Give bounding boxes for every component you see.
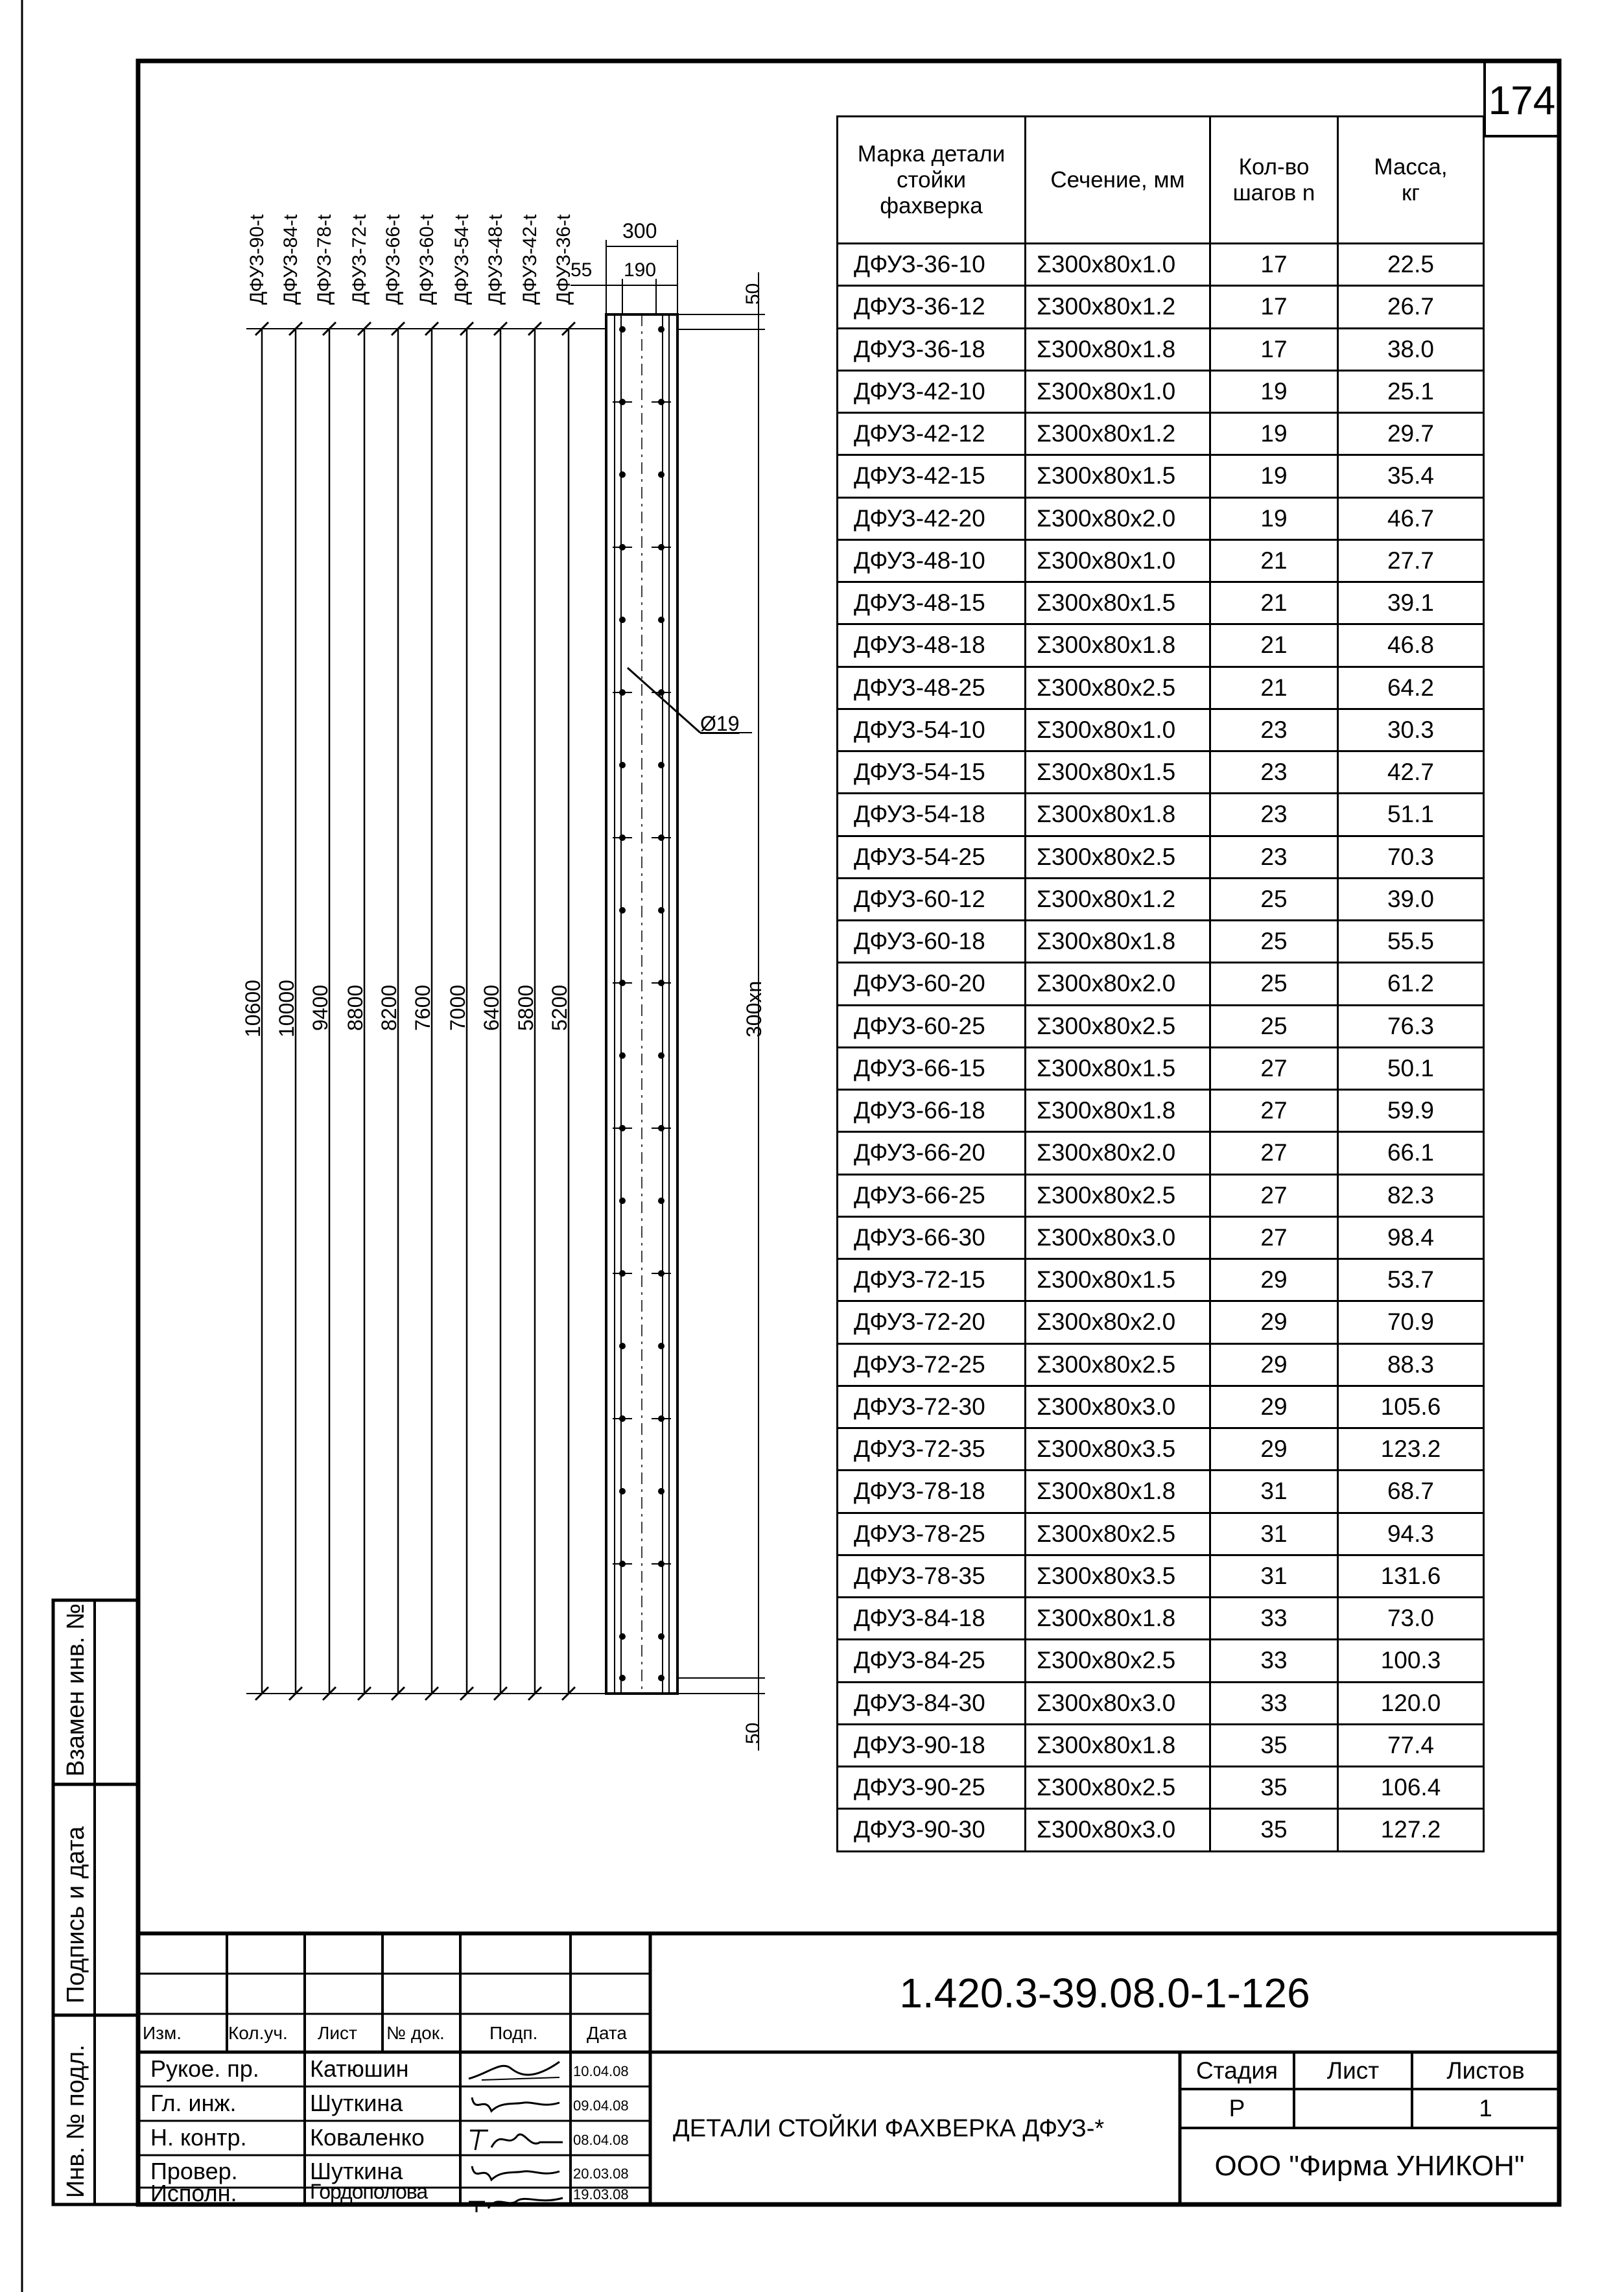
table-row (838, 1005, 1484, 1047)
cell-mark: ДФУЗ-42-20 (838, 497, 1026, 539)
cell-steps: 31 (1210, 1471, 1338, 1513)
length-label-9400: 9400 (309, 984, 332, 1031)
cell-sec: Σ300x80x1.8 (1026, 1724, 1210, 1766)
table-row (838, 1174, 1484, 1216)
table-row (838, 1640, 1484, 1682)
header-section: Сечение, мм (1026, 117, 1210, 244)
cell-mass: 64.2 (1338, 667, 1484, 709)
mark-label-54: ДФУЗ-54-t (451, 214, 473, 305)
cell-mark: ДФУЗ-78-35 (838, 1555, 1026, 1597)
hdr-data: Дата (587, 2023, 628, 2043)
stage-label: Стадия (1195, 2057, 1278, 2084)
mark-label-36: ДФУЗ-36-t (553, 214, 574, 305)
cell-sec: Σ300x80x1.8 (1026, 921, 1210, 963)
cell-sec: Σ300x80x1.5 (1026, 1047, 1210, 1089)
cell-mark: ДФУЗ-60-20 (838, 963, 1026, 1005)
cell-mark: ДФУЗ-90-18 (838, 1724, 1026, 1766)
cell-sec: Σ300x80x1.5 (1026, 751, 1210, 794)
cell-sec: Σ300x80x2.0 (1026, 1301, 1210, 1343)
cell-sec: Σ300x80x1.0 (1026, 244, 1210, 286)
length-label-10600: 10600 (241, 980, 265, 1037)
table-row (838, 1047, 1484, 1089)
cell-steps: 35 (1210, 1809, 1338, 1851)
hdr-kol-uch: Кол.уч. (228, 2023, 288, 2043)
hdr-no-dok: № док. (386, 2023, 445, 2043)
cell-mark: ДФУЗ-36-10 (838, 244, 1026, 286)
signer-name-5: Гордополова (310, 2180, 428, 2203)
cell-sec: Σ300x80x1.2 (1026, 286, 1210, 328)
cell-mass: 26.7 (1338, 286, 1484, 328)
cell-sec: Σ300x80x1.8 (1026, 624, 1210, 667)
cell-sec: Σ300x80x1.8 (1026, 1471, 1210, 1513)
column-drawing (0, 0, 810, 1783)
cell-mass: 59.9 (1338, 1090, 1484, 1132)
cell-steps: 17 (1210, 244, 1338, 286)
mark-label-42: ДФУЗ-42-t (519, 214, 541, 305)
cell-mark: ДФУЗ-54-25 (838, 836, 1026, 878)
table-row (838, 539, 1484, 582)
cell-sec: Σ300x80x2.5 (1026, 836, 1210, 878)
cell-mass: 61.2 (1338, 963, 1484, 1005)
cell-steps: 29 (1210, 1301, 1338, 1343)
cell-sec: Σ300x80x1.8 (1026, 328, 1210, 370)
cell-steps: 31 (1210, 1513, 1338, 1555)
table-body (838, 244, 1484, 1852)
cell-mass: 120.0 (1338, 1682, 1484, 1724)
cell-mass: 68.7 (1338, 1471, 1484, 1513)
cell-mark: ДФУЗ-66-30 (838, 1216, 1026, 1258)
cell-sec: Σ300x80x2.5 (1026, 1767, 1210, 1809)
cell-steps: 29 (1210, 1428, 1338, 1471)
cell-sec: Σ300x80x3.0 (1026, 1682, 1210, 1724)
cell-sec: Σ300x80x1.0 (1026, 370, 1210, 412)
cell-mass: 131.6 (1338, 1555, 1484, 1597)
length-label-8800: 8800 (344, 984, 367, 1031)
length-label-8200: 8200 (377, 984, 401, 1031)
cell-sec: Σ300x80x1.2 (1026, 413, 1210, 455)
cell-mark: ДФУЗ-72-20 (838, 1301, 1026, 1343)
dim-offset-55: 55 (571, 259, 593, 281)
signer-role-2: Гл. инж. (150, 2090, 237, 2116)
signature-3 (462, 2123, 569, 2155)
table-row (838, 1090, 1484, 1132)
dim-top-50: 50 (742, 283, 764, 305)
signer-role-3: Н. контр. (150, 2124, 247, 2151)
signature-4 (462, 2157, 569, 2190)
cell-steps: 21 (1210, 667, 1338, 709)
table-row (838, 921, 1484, 963)
cell-sec: Σ300x80x3.0 (1026, 1809, 1210, 1851)
cell-steps: 21 (1210, 582, 1338, 624)
cell-mass: 51.1 (1338, 794, 1484, 836)
signer-role-1: Рукое. пр. (150, 2055, 259, 2082)
cell-mark: ДФУЗ-48-25 (838, 667, 1026, 709)
cell-sec: Σ300x80x3.5 (1026, 1428, 1210, 1471)
cell-mark: ДФУЗ-48-10 (838, 539, 1026, 582)
table-row (838, 1301, 1484, 1343)
cell-mass: 42.7 (1338, 751, 1484, 794)
cell-mass: 29.7 (1338, 413, 1484, 455)
cell-steps: 33 (1210, 1598, 1338, 1640)
cell-mass: 106.4 (1338, 1767, 1484, 1809)
cell-steps: 25 (1210, 921, 1338, 963)
cell-mass: 38.0 (1338, 328, 1484, 370)
table-row (838, 878, 1484, 920)
sheet-value (1294, 2089, 1412, 2128)
cell-steps: 25 (1210, 1005, 1338, 1047)
signer-role-5: Исполн. (150, 2180, 237, 2206)
cell-steps: 29 (1210, 1386, 1338, 1428)
cell-mass: 55.5 (1338, 921, 1484, 963)
cell-mass: 35.4 (1338, 455, 1484, 497)
cell-sec: Σ300x80x1.5 (1026, 455, 1210, 497)
cell-steps: 33 (1210, 1682, 1338, 1724)
table-row (838, 1343, 1484, 1386)
cell-mark: ДФУЗ-54-10 (838, 709, 1026, 751)
cell-sec: Σ300x80x2.5 (1026, 1513, 1210, 1555)
cell-mark: ДФУЗ-78-25 (838, 1513, 1026, 1555)
cell-steps: 31 (1210, 1555, 1338, 1597)
cell-mass: 77.4 (1338, 1724, 1484, 1766)
cell-steps: 29 (1210, 1343, 1338, 1386)
signer-name-4: Шуткина (310, 2158, 403, 2184)
cell-sec: Σ300x80x2.5 (1026, 667, 1210, 709)
dim-bottom-50: 50 (742, 1722, 764, 1744)
cell-mark: ДФУЗ-60-18 (838, 921, 1026, 963)
dim-length-300xn: 300xn (742, 980, 766, 1037)
mark-label-60: ДФУЗ-60-t (416, 214, 438, 305)
cell-steps: 23 (1210, 836, 1338, 878)
table-row (838, 286, 1484, 328)
cell-steps: 27 (1210, 1132, 1338, 1174)
cell-mark: ДФУЗ-84-25 (838, 1640, 1026, 1682)
table-row (838, 1513, 1484, 1555)
signer-date-4: 20.03.08 (573, 2166, 629, 2182)
cell-mass: 50.1 (1338, 1047, 1484, 1089)
cell-mass: 22.5 (1338, 244, 1484, 286)
cell-steps: 19 (1210, 497, 1338, 539)
cell-steps: 23 (1210, 794, 1338, 836)
dim-width-300: 300 (622, 219, 657, 242)
cell-mass: 66.1 (1338, 1132, 1484, 1174)
cell-mass: 76.3 (1338, 1005, 1484, 1047)
cell-mass: 94.3 (1338, 1513, 1484, 1555)
table-row (838, 1767, 1484, 1809)
hdr-podp: Подп. (489, 2023, 538, 2043)
table-row (838, 1682, 1484, 1724)
cell-steps: 29 (1210, 1259, 1338, 1301)
table-row (838, 244, 1484, 286)
cell-mass: 70.9 (1338, 1301, 1484, 1343)
table-row (838, 582, 1484, 624)
cell-steps: 23 (1210, 709, 1338, 751)
cell-mark: ДФУЗ-42-12 (838, 413, 1026, 455)
cell-mark: ДФУЗ-48-18 (838, 624, 1026, 667)
cell-mass: 39.0 (1338, 878, 1484, 920)
cell-mark: ДФУЗ-60-12 (838, 878, 1026, 920)
header-mass: Масса, кг (1338, 117, 1484, 244)
table-row (838, 1428, 1484, 1471)
cell-mark: ДФУЗ-42-15 (838, 455, 1026, 497)
cell-sec: Σ300x80x1.8 (1026, 1090, 1210, 1132)
cell-sec: Σ300x80x1.8 (1026, 794, 1210, 836)
cell-mass: 123.2 (1338, 1428, 1484, 1471)
cell-mass: 30.3 (1338, 709, 1484, 751)
length-label-5200: 5200 (548, 984, 571, 1031)
table-row (838, 794, 1484, 836)
stamp-inv-replace: Взамен инв. № (62, 1603, 89, 1777)
stage-value: Р (1229, 2095, 1245, 2121)
signer-date-1: 10.04.08 (573, 2063, 629, 2079)
table-row (838, 1132, 1484, 1174)
cell-steps: 21 (1210, 539, 1338, 582)
mark-label-78: ДФУЗ-78-t (314, 214, 335, 305)
cell-mark: ДФУЗ-66-25 (838, 1174, 1026, 1216)
cell-steps: 17 (1210, 286, 1338, 328)
table-row (838, 370, 1484, 412)
cell-mark: ДФУЗ-66-18 (838, 1090, 1026, 1132)
cell-mass: 46.7 (1338, 497, 1484, 539)
stamp-inv-original: Инв. № подл. (62, 2044, 89, 2198)
drawing-title: ДЕТАЛИ СТОЙКИ ФАХВЕРКА ДФУЗ-* (673, 2115, 1105, 2142)
length-label-7600: 7600 (411, 984, 434, 1031)
stamp-sign-date: Подпись и дата (62, 1826, 89, 2003)
cell-sec: Σ300x80x2.5 (1026, 1640, 1210, 1682)
cell-mass: 70.3 (1338, 836, 1484, 878)
table-header-row (838, 117, 1484, 244)
table-row (838, 1259, 1484, 1301)
company-name: ООО "Фирма УНИКОН" (1214, 2150, 1525, 2182)
cell-steps: 23 (1210, 751, 1338, 794)
signature-1 (462, 2054, 569, 2086)
cell-sec: Σ300x80x1.0 (1026, 709, 1210, 751)
cell-mark: ДФУЗ-66-20 (838, 1132, 1026, 1174)
cell-sec: Σ300x80x2.0 (1026, 497, 1210, 539)
cell-mark: ДФУЗ-54-15 (838, 751, 1026, 794)
dim-inner-190: 190 (624, 259, 657, 281)
table-row (838, 497, 1484, 539)
signer-name-1: Катюшин (310, 2055, 409, 2082)
cell-sec: Σ300x80x3.5 (1026, 1555, 1210, 1597)
cell-steps: 33 (1210, 1640, 1338, 1682)
cell-mark: ДФУЗ-72-15 (838, 1259, 1026, 1301)
cell-mass: 127.2 (1338, 1809, 1484, 1851)
spec-table (836, 115, 1485, 1852)
hole-diameter-label: Ø19 (700, 712, 740, 735)
cell-mass: 73.0 (1338, 1598, 1484, 1640)
cell-mass: 105.6 (1338, 1386, 1484, 1428)
sheets-value: 1 (1479, 2095, 1492, 2121)
cell-sec: Σ300x80x1.8 (1026, 1598, 1210, 1640)
table-row (838, 455, 1484, 497)
sheets-label: Листов (1446, 2057, 1525, 2084)
length-label-6400: 6400 (480, 984, 503, 1031)
cell-mass: 46.8 (1338, 624, 1484, 667)
cell-sec: Σ300x80x2.5 (1026, 1174, 1210, 1216)
table-row (838, 836, 1484, 878)
signer-name-3: Коваленко (310, 2124, 425, 2151)
cell-mark: ДФУЗ-90-30 (838, 1809, 1026, 1851)
cell-sec: Σ300x80x2.5 (1026, 1005, 1210, 1047)
mark-label-72: ДФУЗ-72-t (349, 214, 370, 305)
cell-mass: 27.7 (1338, 539, 1484, 582)
cell-steps: 21 (1210, 624, 1338, 667)
cell-mark: ДФУЗ-84-30 (838, 1682, 1026, 1724)
cell-mark: ДФУЗ-78-18 (838, 1471, 1026, 1513)
cell-mark: ДФУЗ-36-18 (838, 328, 1026, 370)
cell-steps: 35 (1210, 1767, 1338, 1809)
cell-mass: 100.3 (1338, 1640, 1484, 1682)
cell-sec: Σ300x80x2.0 (1026, 963, 1210, 1005)
table-row (838, 1386, 1484, 1428)
cell-mass: 82.3 (1338, 1174, 1484, 1216)
signer-date-5: 19.03.08 (573, 2186, 629, 2203)
cell-mass: 88.3 (1338, 1343, 1484, 1386)
cell-sec: Σ300x80x3.0 (1026, 1386, 1210, 1428)
signer-name-2: Шуткина (310, 2090, 403, 2116)
cell-mass: 25.1 (1338, 370, 1484, 412)
mark-label-66: ДФУЗ-66-t (382, 214, 404, 305)
cell-mark: ДФУЗ-60-25 (838, 1005, 1026, 1047)
header-steps: Кол-во шагов n (1210, 117, 1338, 244)
cell-steps: 27 (1210, 1174, 1338, 1216)
cell-steps: 27 (1210, 1047, 1338, 1089)
cell-steps: 25 (1210, 878, 1338, 920)
cell-mark: ДФУЗ-84-18 (838, 1598, 1026, 1640)
cell-mark: ДФУЗ-36-12 (838, 286, 1026, 328)
mark-label-84: ДФУЗ-84-t (280, 214, 301, 305)
cell-mark: ДФУЗ-54-18 (838, 794, 1026, 836)
sheet-label: Лист (1326, 2057, 1380, 2084)
hdr-list: Лист (318, 2023, 357, 2043)
length-label-7000: 7000 (446, 984, 469, 1031)
cell-steps: 19 (1210, 455, 1338, 497)
table-row (838, 413, 1484, 455)
table-row (838, 751, 1484, 794)
cell-mark: ДФУЗ-66-15 (838, 1047, 1026, 1089)
cell-mass: 39.1 (1338, 582, 1484, 624)
cell-sec: Σ300x80x2.5 (1026, 1343, 1210, 1386)
cell-sec: Σ300x80x2.0 (1026, 1132, 1210, 1174)
table-row (838, 667, 1484, 709)
cell-mark: ДФУЗ-72-30 (838, 1386, 1026, 1428)
table-row (838, 328, 1484, 370)
cell-steps: 17 (1210, 328, 1338, 370)
header-mark: Марка детали стойки фахверка (838, 117, 1026, 244)
mark-label-90: ДФУЗ-90-t (246, 214, 268, 305)
doc-code: 1.420.3-39.08.0-1-126 (899, 1969, 1310, 2016)
signature-5 (462, 2189, 569, 2215)
cell-mark: ДФУЗ-48-15 (838, 582, 1026, 624)
signer-role-4: Провер. (150, 2158, 238, 2184)
cell-steps: 19 (1210, 370, 1338, 412)
length-label-5800: 5800 (514, 984, 537, 1031)
length-label-10000: 10000 (275, 980, 298, 1037)
mark-label-48: ДФУЗ-48-t (485, 214, 506, 305)
signer-date-3: 08.04.08 (573, 2132, 629, 2148)
cell-sec: Σ300x80x1.5 (1026, 582, 1210, 624)
table-row (838, 1809, 1484, 1851)
cell-sec: Σ300x80x1.0 (1026, 539, 1210, 582)
signer-date-2: 09.04.08 (573, 2097, 629, 2114)
cell-mark: ДФУЗ-42-10 (838, 370, 1026, 412)
signature-2 (462, 2088, 569, 2121)
page-number: 174 (1488, 78, 1556, 123)
cell-steps: 27 (1210, 1216, 1338, 1258)
cell-sec: Σ300x80x1.2 (1026, 878, 1210, 920)
cell-mark: ДФУЗ-72-35 (838, 1428, 1026, 1471)
table-row (838, 1471, 1484, 1513)
cell-mark: ДФУЗ-72-25 (838, 1343, 1026, 1386)
cell-mass: 98.4 (1338, 1216, 1484, 1258)
cell-sec: Σ300x80x3.0 (1026, 1216, 1210, 1258)
table-row (838, 709, 1484, 751)
table-row (838, 624, 1484, 667)
cell-mass: 53.7 (1338, 1259, 1484, 1301)
cell-steps: 35 (1210, 1724, 1338, 1766)
cell-steps: 25 (1210, 963, 1338, 1005)
table-row (838, 1555, 1484, 1597)
cell-sec: Σ300x80x1.5 (1026, 1259, 1210, 1301)
cell-steps: 27 (1210, 1090, 1338, 1132)
table-row (838, 1598, 1484, 1640)
table-row (838, 963, 1484, 1005)
cell-mark: ДФУЗ-90-25 (838, 1767, 1026, 1809)
hdr-izm: Изм. (143, 2023, 182, 2043)
cell-steps: 19 (1210, 413, 1338, 455)
table-row (838, 1724, 1484, 1766)
table-row (838, 1216, 1484, 1258)
